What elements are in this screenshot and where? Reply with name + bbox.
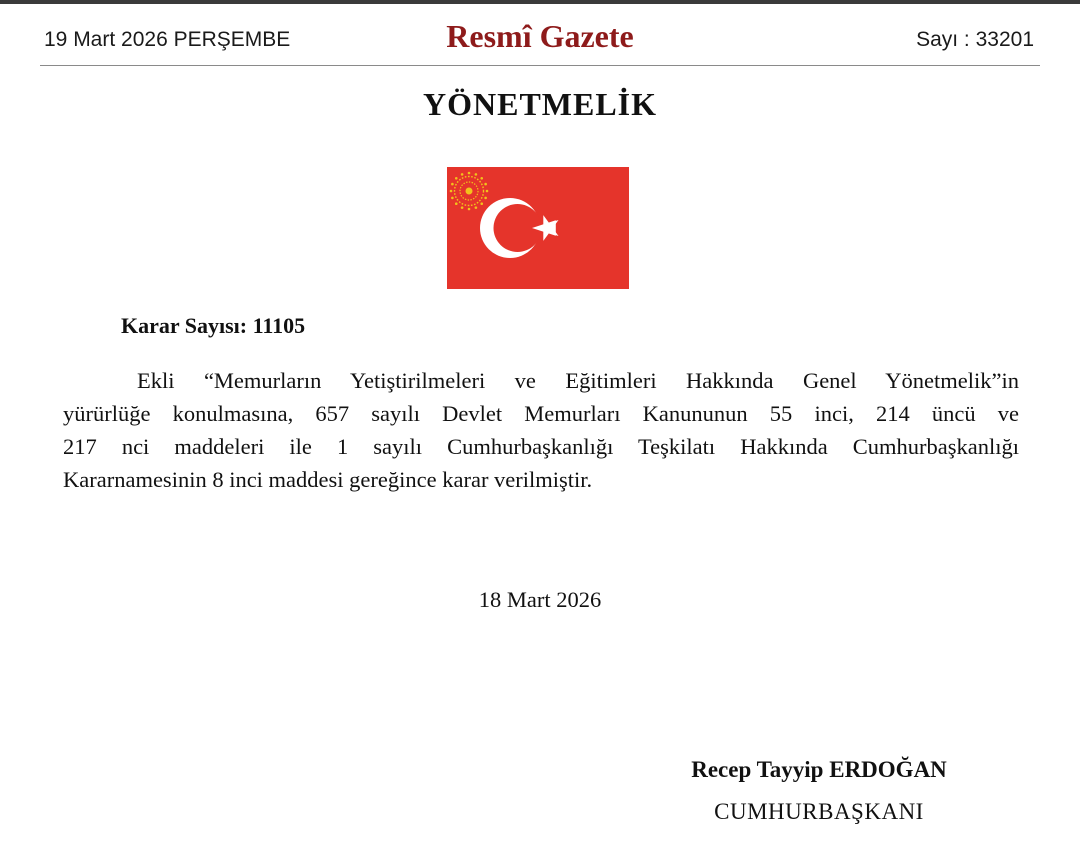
seal-star	[480, 177, 483, 180]
seal-star	[475, 173, 478, 176]
seal-star	[480, 202, 483, 205]
seal-star	[484, 197, 487, 200]
signer-name: Recep Tayyip ERDOĞAN	[691, 757, 947, 782]
seal-star	[450, 190, 453, 193]
gazette-header	[40, 14, 1040, 64]
decision-number: Karar Sayısı: 11105	[121, 313, 306, 338]
seal-star	[461, 173, 464, 176]
seal-star	[455, 202, 458, 205]
seal-star	[455, 177, 458, 180]
body-line-2: yürürlüğe konulmasına, 657 sayılı Devlet Memurları Kanununun 55 inci, 214 üncü ve	[63, 401, 1019, 426]
header-divider	[40, 65, 1040, 66]
issue-number: Sayı : 33201	[916, 28, 1034, 51]
seal-star	[486, 190, 489, 193]
seal-star	[461, 206, 464, 209]
turkish-flag-icon	[447, 167, 629, 289]
signer-title: CUMHURBAŞKANI	[714, 799, 924, 824]
body-line-4: Kararnamesinin 8 inci maddesi gereğince karar verilmiştir.	[63, 467, 593, 492]
seal-star	[468, 208, 471, 211]
decree-body	[63, 364, 1019, 496]
seal-star	[451, 197, 454, 200]
seal-star	[484, 183, 487, 186]
seal-star	[468, 172, 471, 175]
seal-star	[451, 183, 454, 186]
gazette-title: Resmî Gazete	[446, 18, 634, 54]
body-line-3: 217 nci maddeleri ile 1 sayılı Cumhurbaşkanlığı Teşkilatı Hakkında Cumhurbaşkanlığı	[63, 434, 1019, 459]
document-type-heading: YÖNETMELİK	[422, 86, 658, 122]
seal-star	[475, 206, 478, 209]
body-line-1: Ekli “Memurların Yetiştirilmeleri ve Eğitimleri Hakkında Genel Yönetmelik”in	[137, 368, 1019, 393]
issue-date: 19 Mart 2026 PERŞEMBE	[44, 28, 291, 51]
top-edge-bar	[0, 0, 1080, 4]
signature-date: 18 Mart 2026	[478, 587, 602, 612]
